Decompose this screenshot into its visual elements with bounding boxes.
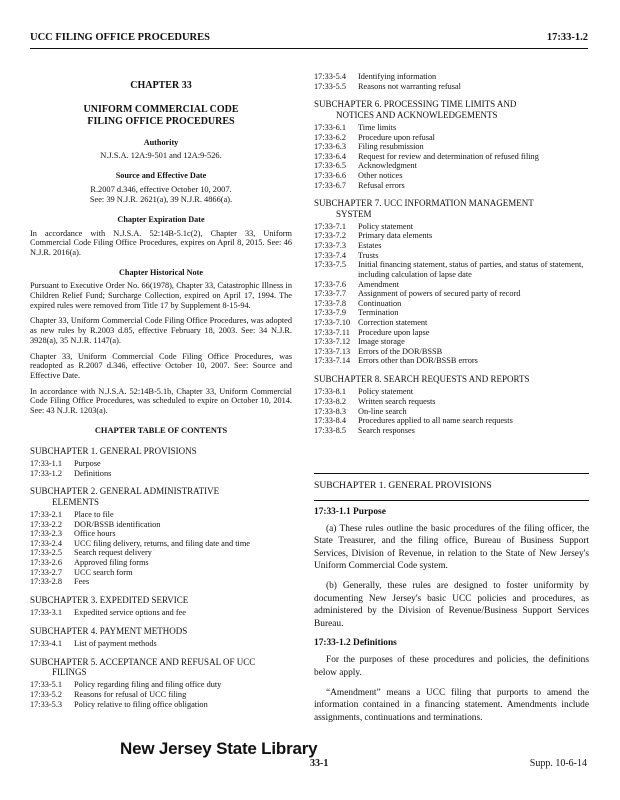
library-stamp: New Jersey State Library xyxy=(120,739,318,758)
toc-entry xyxy=(314,123,589,133)
toc-entry-title: Policy relative to filing office obligation xyxy=(74,699,208,709)
toc-entry-title: Search responses xyxy=(358,425,415,435)
toc-entry-number: 17:33-5.2 xyxy=(30,689,63,699)
toc-entry-title: Reasons not warranting refusal xyxy=(358,81,461,91)
toc-entry xyxy=(314,142,589,152)
toc-entry-title: Procedure upon lapse xyxy=(358,327,430,337)
toc-entry-title: Reasons for refusal of UCC filing xyxy=(74,689,187,699)
chapter-title xyxy=(30,104,292,128)
historical-note-paragraph: In accordance with N.J.S.A. 52:14B-5.1b, Chapter 33, Uniform Commercial Code Filing Office Procedures, was scheduled to expire on October 10, 2014. See: 43 N.J.R. 1203(a). xyxy=(30,386,292,416)
toc-entry-number: 17:33-7.10 xyxy=(314,317,351,327)
toc-entry-number: 17:33-8.3 xyxy=(314,406,347,416)
toc-entry xyxy=(30,548,292,558)
authority-heading: Authority xyxy=(143,137,179,147)
toc-subchapter-heading xyxy=(314,198,589,219)
toc-entry-number: 17:33-7.8 xyxy=(314,298,347,308)
toc-entry-number: 17:33-7.2 xyxy=(314,231,347,241)
toc-entry xyxy=(30,680,292,690)
toc-entry-title: Image storage xyxy=(358,337,405,347)
toc-entry-number: 17:33-1.2 xyxy=(30,468,63,478)
toc-entry-title: Filing resubmission xyxy=(358,142,424,152)
toc-entry-number: 17:33-2.5 xyxy=(30,548,63,558)
toc-subchapter-title-continued: ELEMENTS xyxy=(52,496,99,507)
toc-entry xyxy=(314,152,589,162)
section-heading-definitions: 17:33-1.2 Definitions xyxy=(314,638,397,649)
toc-entry-title: Procedures applied to all name search requests xyxy=(358,416,513,426)
chapter-number: CHAPTER 33 xyxy=(130,80,192,91)
toc-subchapter-title: SUBCHAPTER 8. SEARCH REQUESTS AND REPORTS xyxy=(314,374,530,384)
toc-entry-title: List of payment methods xyxy=(74,639,157,649)
toc-block xyxy=(30,626,292,649)
toc-entry-number: 17:33-8.2 xyxy=(314,396,347,406)
toc-block xyxy=(314,198,589,366)
toc-entry xyxy=(314,356,589,366)
toc-entry xyxy=(314,251,589,261)
toc-entry-title: Policy statement xyxy=(358,221,414,231)
toc-entry-number: 17:33-7.13 xyxy=(314,346,351,356)
toc-entry-number: 17:33-7.9 xyxy=(314,308,347,318)
running-header-section: 17:33-1.2 xyxy=(546,32,588,43)
left-column xyxy=(30,72,292,709)
toc-entry-number: 17:33-7.4 xyxy=(314,250,347,260)
toc-block xyxy=(30,486,292,587)
toc-entry xyxy=(30,639,292,649)
purpose-paragraph-b: (b) Generally, these rules are designed to foster uniformity by documenting New Jersey's basic UCC policies and procedures, as administered by the Division of Revenue/Business Support Services Bureau. xyxy=(314,581,589,629)
toc-entry-number: 17:33-6.4 xyxy=(314,151,347,161)
historical-note-paragraph: Chapter 33, Uniform Commercial Code Filing Office Procedures, was adopted as new rules by R.2003 d.85, effective February 18, 2003. See: 34 N.J.R. 3928(a), 35 N.J.R. 1147(a). xyxy=(30,316,292,345)
toc-block xyxy=(30,595,292,618)
toc-entry-number: 17:33-7.1 xyxy=(314,221,347,231)
authority-text: N.J.S.A. 12A:9-501 and 12A:9-526. xyxy=(100,151,222,161)
toc-subchapter-title: SUBCHAPTER 2. GENERAL ADMINISTRATIVE xyxy=(30,486,220,497)
toc-entry xyxy=(314,318,589,328)
toc-entry-title: Written search requests xyxy=(358,396,436,406)
toc-entry xyxy=(30,510,292,520)
toc-entry-number: 17:33-3.1 xyxy=(30,608,63,618)
toc-entry-number: 17:33-2.4 xyxy=(30,538,63,548)
toc-entry xyxy=(314,241,589,251)
toc-entry-title: UCC filing delivery, returns, and filing date and time xyxy=(74,538,250,548)
toc-entry-title: Continuation xyxy=(358,298,402,308)
toc-subchapter-heading xyxy=(314,374,589,384)
toc-entry xyxy=(30,577,292,587)
toc-entry xyxy=(30,700,292,710)
right-column xyxy=(314,72,589,732)
toc-entry-number: 17:33-5.1 xyxy=(30,680,63,690)
toc-entry-number: 17:33-2.1 xyxy=(30,509,63,519)
toc-entry xyxy=(314,231,589,241)
toc-subchapter-heading xyxy=(30,595,292,605)
toc-entry-number: 17:33-5.4 xyxy=(314,72,347,81)
toc-block xyxy=(30,446,292,479)
toc-entry-title: Fees xyxy=(74,577,90,587)
toc-subchapter-title-continued: NOTICES AND ACKNOWLEDGEMENTS xyxy=(336,109,498,120)
toc-entry-number: 17:33-7.3 xyxy=(314,241,347,251)
toc-entry xyxy=(30,558,292,568)
running-header xyxy=(30,32,588,48)
section-heading-purpose: 17:33-1.1 Purpose xyxy=(314,506,386,517)
toc-entry-number: 17:33-8.5 xyxy=(314,425,347,435)
toc-entry-number: 17:33-7.5 xyxy=(314,260,347,270)
toc-entry-title: Policy statement xyxy=(358,387,414,397)
toc-entry-title: Refusal errors xyxy=(358,180,405,190)
toc-entry-title: Errors other than DOR/BSSB errors xyxy=(358,356,478,366)
expiration-text: In accordance with N.J.S.A. 52:14B-5.1c(2), Chapter 33, Uniform Commercial Code Filing Office Procedures, expires on April 8, 2015. See: 46 N.J.R. 2016(a). xyxy=(30,228,292,257)
toc-entry-number: 17:33-1.1 xyxy=(30,459,63,468)
historical-note-paragraph: Chapter 33, Uniform Commercial Code Filing Office Procedures, was readopted as R.2007 d.346, effective October 10, 2007. See: Source and Effective Date. xyxy=(30,351,292,380)
toc-subchapter-heading xyxy=(30,446,292,456)
expiration-heading: Chapter Expiration Date xyxy=(117,214,205,224)
toc-entry-number: 17:33-2.8 xyxy=(30,577,63,587)
toc-entry xyxy=(314,299,589,309)
toc-entry-number: 17:33-6.2 xyxy=(314,132,347,142)
subchapter-heading: SUBCHAPTER 1. GENERAL PROVISIONS xyxy=(314,480,492,492)
toc-entry-number: 17:33-6.5 xyxy=(314,161,347,171)
source-heading: Source and Effective Date xyxy=(115,171,207,181)
toc-entry-number: 17:33-7.7 xyxy=(314,289,347,299)
toc-entry-title: Assignment of powers of secured party of record xyxy=(358,289,521,299)
toc-entry-number: 17:33-6.7 xyxy=(314,180,347,190)
toc-entry xyxy=(314,347,589,357)
toc-entry-title: Termination xyxy=(358,308,399,318)
toc-entry xyxy=(314,133,589,143)
toc-entry xyxy=(314,82,589,92)
toc-continuation xyxy=(314,72,589,91)
toc-entry-title: Initial financing statement, status of parties, and status of statement, including calculation of lapse date xyxy=(358,260,584,279)
chapter-title-line-1: UNIFORM COMMERCIAL CODE xyxy=(83,103,239,115)
toc-entry xyxy=(30,539,292,549)
toc-entry xyxy=(314,280,589,290)
toc-subchapter-title: SUBCHAPTER 3. EXPEDITED SERVICE xyxy=(30,594,189,605)
toc-entry xyxy=(314,407,589,417)
toc-entry-number: 17:33-2.3 xyxy=(30,529,63,539)
toc-entry xyxy=(30,520,292,530)
toc-entry-title: Definitions xyxy=(74,468,112,478)
toc-entry xyxy=(314,308,589,318)
toc-entry-title: Identifying information xyxy=(358,72,437,81)
source-line-2: See: 39 N.J.R. 2621(a), 39 N.J.R. 4866(a). xyxy=(89,194,233,204)
header-rule xyxy=(30,48,588,49)
toc-entry-title: Other notices xyxy=(358,170,403,180)
toc-subchapter-title: SUBCHAPTER 6. PROCESSING TIME LIMITS AND xyxy=(314,99,517,110)
toc-subchapter-heading xyxy=(30,486,292,507)
toc-entry-title: Amendment xyxy=(358,279,400,289)
historical-note-heading: Chapter Historical Note xyxy=(119,267,203,277)
toc-entry xyxy=(30,529,292,539)
toc-entry-number: 17:33-6.3 xyxy=(314,142,347,152)
toc-entry xyxy=(30,568,292,578)
historical-note-paragraph: Pursuant to Executive Order No. 66(1978), Chapter 33, Catastrophic Illness in Children Relief Fund; Surcharge Collection, expired on April 17, 1994. The expired rules were removed from Title 17 by Supplement 8-15-94. xyxy=(30,281,292,310)
toc-subchapter-title-continued: FILINGS xyxy=(52,667,87,678)
toc-block xyxy=(30,657,292,710)
toc-subchapter-heading xyxy=(314,99,589,120)
toc-entry-title: Correction statement xyxy=(358,317,428,327)
toc-entry xyxy=(30,469,292,479)
toc-entry-number: 17:33-2.2 xyxy=(30,519,63,529)
toc-entry-title: UCC search form xyxy=(74,567,133,577)
toc-entry xyxy=(314,171,589,181)
toc-entry-title: DOR/BSSB identification xyxy=(74,519,161,529)
toc-entry xyxy=(314,337,589,347)
toc-entry-number: 17:33-5.3 xyxy=(30,699,63,709)
toc-subchapter-heading xyxy=(30,626,292,636)
section-rule xyxy=(314,473,589,474)
toc-entry xyxy=(314,416,589,426)
toc-entry xyxy=(314,72,589,82)
toc-entry xyxy=(314,181,589,191)
toc-block xyxy=(314,99,589,190)
toc-entry-title: Trusts xyxy=(358,250,379,260)
purpose-paragraph-a: (a) These rules outline the basic procedures of the filing officer, the State Treasurer, and the filing office, Bureau of Business Support Services, Division of Revenue, in relation to the State of New Jersey's Uniform Commercial Code system. xyxy=(314,523,589,572)
toc-entry-title: Purpose xyxy=(74,459,101,468)
toc-entry xyxy=(314,328,589,338)
toc-entry-title: Office hours xyxy=(74,529,116,539)
toc-entry-number: 17:33-7.14 xyxy=(314,356,351,366)
toc-entry-number: 17:33-6.6 xyxy=(314,170,347,180)
toc-entry-number: 17:33-4.1 xyxy=(30,639,63,649)
toc-entry-number: 17:33-2.6 xyxy=(30,557,63,567)
toc-entry-title: On-line search xyxy=(358,406,407,416)
toc-entry-number: 17:33-5.5 xyxy=(314,81,347,91)
toc-entry xyxy=(314,222,589,232)
toc-entry-title: Approved filing forms xyxy=(74,557,149,567)
toc-entry-title: Acknowledgment xyxy=(358,161,417,171)
toc-entry-number: 17:33-2.7 xyxy=(30,567,63,577)
toc-subchapter-title: SUBCHAPTER 5. ACCEPTANCE AND REFUSAL OF UCC xyxy=(30,656,256,667)
toc-entry-title: Procedure upon refusal xyxy=(358,132,435,142)
page-number: 33-1 xyxy=(310,758,329,769)
toc-entry xyxy=(30,690,292,700)
toc-subchapter-heading xyxy=(30,657,292,678)
section-rule xyxy=(314,500,589,501)
toc-entry-title: Estates xyxy=(358,241,382,251)
toc-entry-number: 17:33-6.1 xyxy=(314,122,347,132)
toc-entry-title: Primary data elements xyxy=(358,231,433,241)
definition-amendment: “Amendment” means a UCC filing that purports to amend the information contained in a financing statement. Amendments include assignments, continuations and terminations. xyxy=(314,687,589,723)
toc-entry-number: 17:33-7.11 xyxy=(314,327,350,337)
toc-entry-title: Expedited service options and fee xyxy=(74,608,186,618)
table-of-contents-title: CHAPTER TABLE OF CONTENTS xyxy=(94,425,228,435)
toc-entry xyxy=(30,608,292,618)
running-header-title: UCC FILING OFFICE PROCEDURES xyxy=(30,32,210,43)
toc-entry xyxy=(314,289,589,299)
toc-entry-number: 17:33-8.4 xyxy=(314,416,347,426)
source-line-1: R.2007 d.346, effective October 10, 2007. xyxy=(90,185,232,195)
toc-entry-number: 17:33-7.12 xyxy=(314,337,351,347)
toc-subchapter-title-continued: SYSTEM xyxy=(336,208,372,219)
toc-entry-title: Search request delivery xyxy=(74,548,152,558)
toc-entry xyxy=(314,397,589,407)
toc-block xyxy=(314,374,589,435)
definitions-intro: For the purposes of these procedures and policies, the definitions below apply. xyxy=(314,655,589,678)
toc-entry xyxy=(314,161,589,171)
toc-entry-number: 17:33-7.6 xyxy=(314,279,347,289)
toc-entry xyxy=(314,387,589,397)
toc-entry-title: Policy regarding filing and filing office duty xyxy=(74,680,222,690)
toc-entry-title: Time limits xyxy=(358,122,397,132)
toc-entry-title: Errors of the DOR/BSSB xyxy=(358,346,443,356)
toc-entry-title: Request for review and determination of refused filing xyxy=(358,151,539,161)
toc-entry-number: 17:33-8.1 xyxy=(314,387,347,397)
toc-entry-title: Place to file xyxy=(74,509,114,519)
chapter-title-line-2: FILING OFFICE PROCEDURES xyxy=(87,115,235,127)
toc-entry xyxy=(314,260,589,279)
toc-subchapter-title: SUBCHAPTER 4. PAYMENT METHODS xyxy=(30,625,188,636)
toc-entry xyxy=(30,459,292,469)
toc-subchapter-title: SUBCHAPTER 1. GENERAL PROVISIONS xyxy=(30,445,197,456)
supplement-date: Supp. 10-6-14 xyxy=(529,758,587,769)
toc-entry xyxy=(314,426,589,436)
toc-subchapter-title: SUBCHAPTER 7. UCC INFORMATION MANAGEMENT xyxy=(314,198,534,209)
